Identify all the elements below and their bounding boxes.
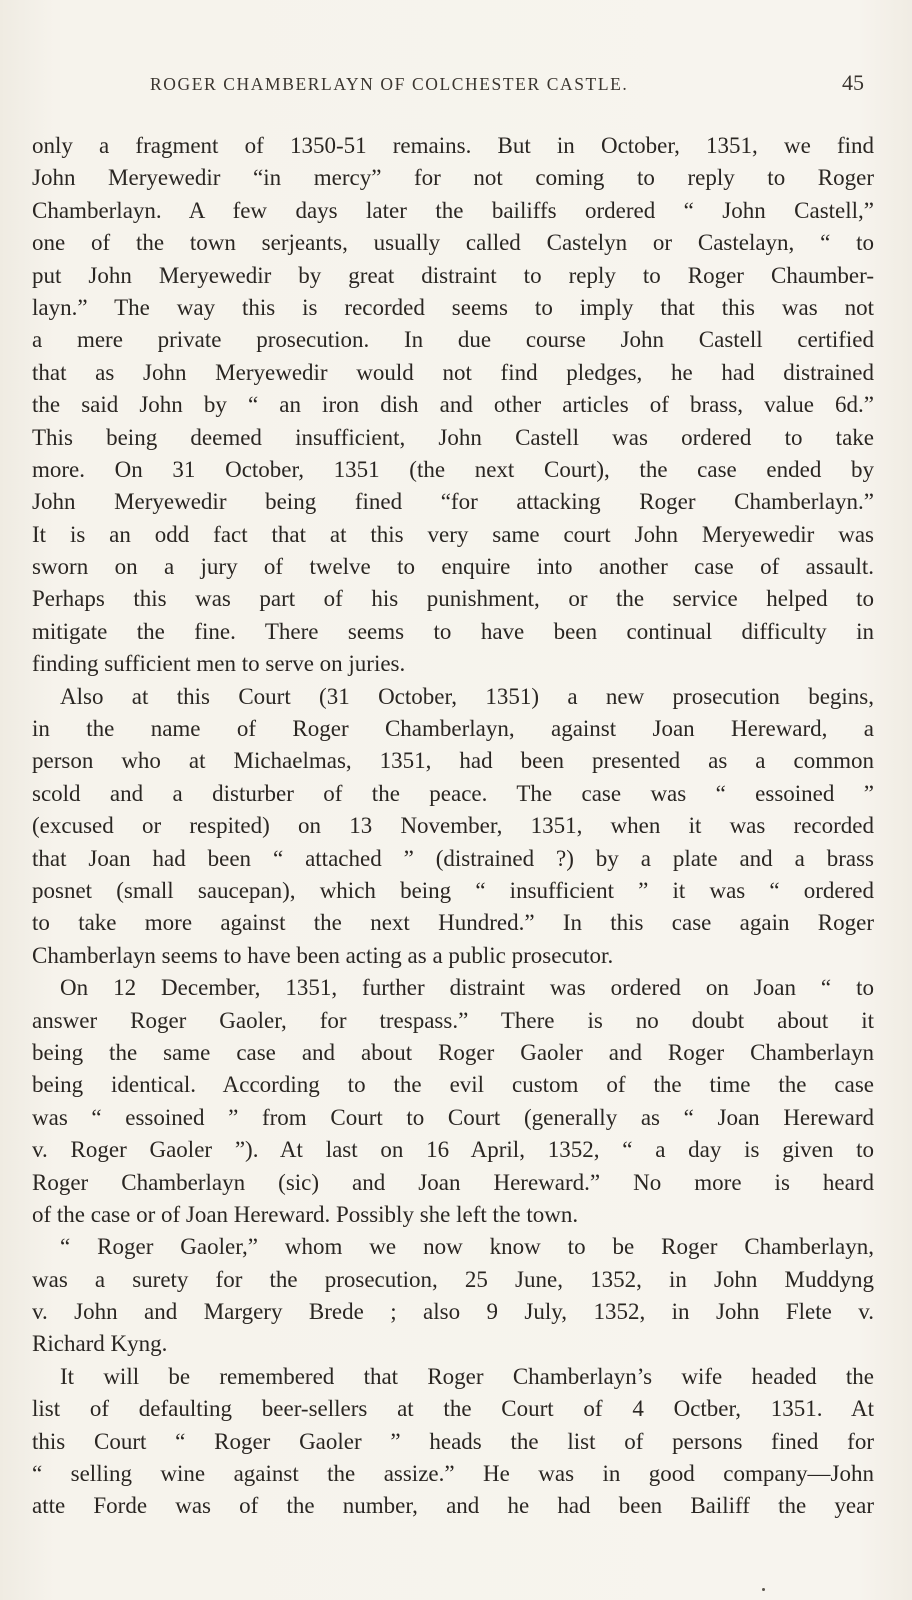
text-line: that as John Meryewedir would not find pledges, he had distrained [32, 359, 874, 385]
text-line: in the name of Roger Chamberlayn, against Joan Hereward, a [32, 716, 874, 742]
text-line: one of the town serjeants, usually called Castelyn or Castelayn, “ to [32, 230, 874, 256]
text-line: list of defaulting beer-sellers at the Court of 4 Octber, 1351. At [32, 1396, 874, 1422]
text-line: layn.” The way this is recorded seems to imply that this was not [32, 294, 874, 320]
text-line: only a fragment of 1350-51 remains. But in October, 1351, we find [32, 133, 874, 158]
text-line: being identical. According to the evil custom of the time the case [32, 1072, 874, 1098]
text-line: person who at Michaelmas, 1351, had been presented as a common [32, 748, 874, 774]
text-line: It is an odd fact that at this very same court John Meryewedir was [32, 521, 874, 547]
text-line: Chamberlayn seems to have been acting as a public prosecutor. [32, 942, 614, 968]
text-line: posnet (small saucepan), which being “ insufficient ” it was “ ordered [32, 877, 874, 903]
text-line: John Meryewedir being fined “for attacking Roger Chamberlayn.” [32, 489, 874, 515]
text-line: “ selling wine against the assize.” He was in good company—John [32, 1461, 874, 1487]
text-line: v. Roger Gaoler ”). At last on 16 April, 1352, “ a day is given to [32, 1137, 874, 1163]
text-line: John Meryewedir “in mercy” for not coming to reply to Roger [32, 165, 874, 191]
text-line: that Joan had been “ attached ” (distrained ?) by a plate and a brass [32, 845, 874, 871]
text-line: This being deemed insufficient, John Castell was ordered to take [32, 424, 874, 450]
text-line: more. On 31 October, 1351 (the next Court), the case ended by [32, 456, 874, 482]
text-line: Perhaps this was part of his punishment, or the service helped to [32, 586, 874, 612]
text-line: Roger Chamberlayn (sic) and Joan Hereward.” No more is heard [32, 1169, 874, 1195]
text-line: (excused or respited) on 13 November, 1351, when it was recorded [32, 813, 874, 839]
text-line: sworn on a jury of twelve to enquire into another case of assault. [32, 554, 874, 580]
text-line: was a surety for the prosecution, 25 June, 1352, in John Muddyng [32, 1266, 874, 1292]
running-title: ROGER CHAMBERLAYN OF COLCHESTER CASTLE. [150, 74, 629, 94]
text-line: Also at this Court (31 October, 1351) a new prosecution begins, [60, 683, 874, 709]
text-line: Richard Kyng. [32, 1331, 168, 1357]
text-line: of the case or of Joan Hereward. Possibly she left the town. [32, 1201, 579, 1227]
text-line: this Court “ Roger Gaoler ” heads the list of persons fined for [32, 1428, 874, 1454]
text-line: the said John by “ an iron dish and other articles of brass, value 6d.” [32, 392, 874, 418]
text-line: put John Meryewedir by great distraint to reply to Roger Chaumber- [32, 262, 874, 288]
text-line: was “ essoined ” from Court to Court (generally as “ Joan Hereward [32, 1104, 874, 1130]
text-line: It will be remembered that Roger Chamberlayn’s wife headed the [60, 1363, 874, 1389]
text-line: v. John and Margery Brede ; also 9 July, 1352, in John Flete v. [32, 1299, 874, 1325]
text-line: finding sufficient men to serve on juries. [32, 651, 406, 677]
text-line: scold and a disturber of the peace. The case was “ essoined ” [32, 780, 874, 806]
text-line: to take more against the next Hundred.” In this case again Roger [32, 910, 874, 936]
page-number: 45 [842, 70, 864, 95]
text-line: answer Roger Gaoler, for trespass.” There is no doubt about it [32, 1007, 874, 1033]
paper-speck [762, 1588, 765, 1591]
text-line: being the same case and about Roger Gaoler and Roger Chamberlayn [32, 1039, 874, 1065]
text-line: “ Roger Gaoler,” whom we now know to be Roger Chamberlayn, [60, 1234, 874, 1260]
text-line: a mere private prosecution. In due course John Castell certified [32, 327, 874, 353]
text-line: Chamberlayn. A few days later the bailiffs ordered “ John Castell,” [32, 197, 874, 223]
text-line: mitigate the fine. There seems to have been continual difficulty in [32, 618, 874, 644]
body-text [32, 130, 874, 1523]
text-line: On 12 December, 1351, further distraint was ordered on Joan “ to [60, 975, 874, 1001]
text-line: atte Forde was of the number, and he had been Bailiff the year [32, 1493, 874, 1519]
